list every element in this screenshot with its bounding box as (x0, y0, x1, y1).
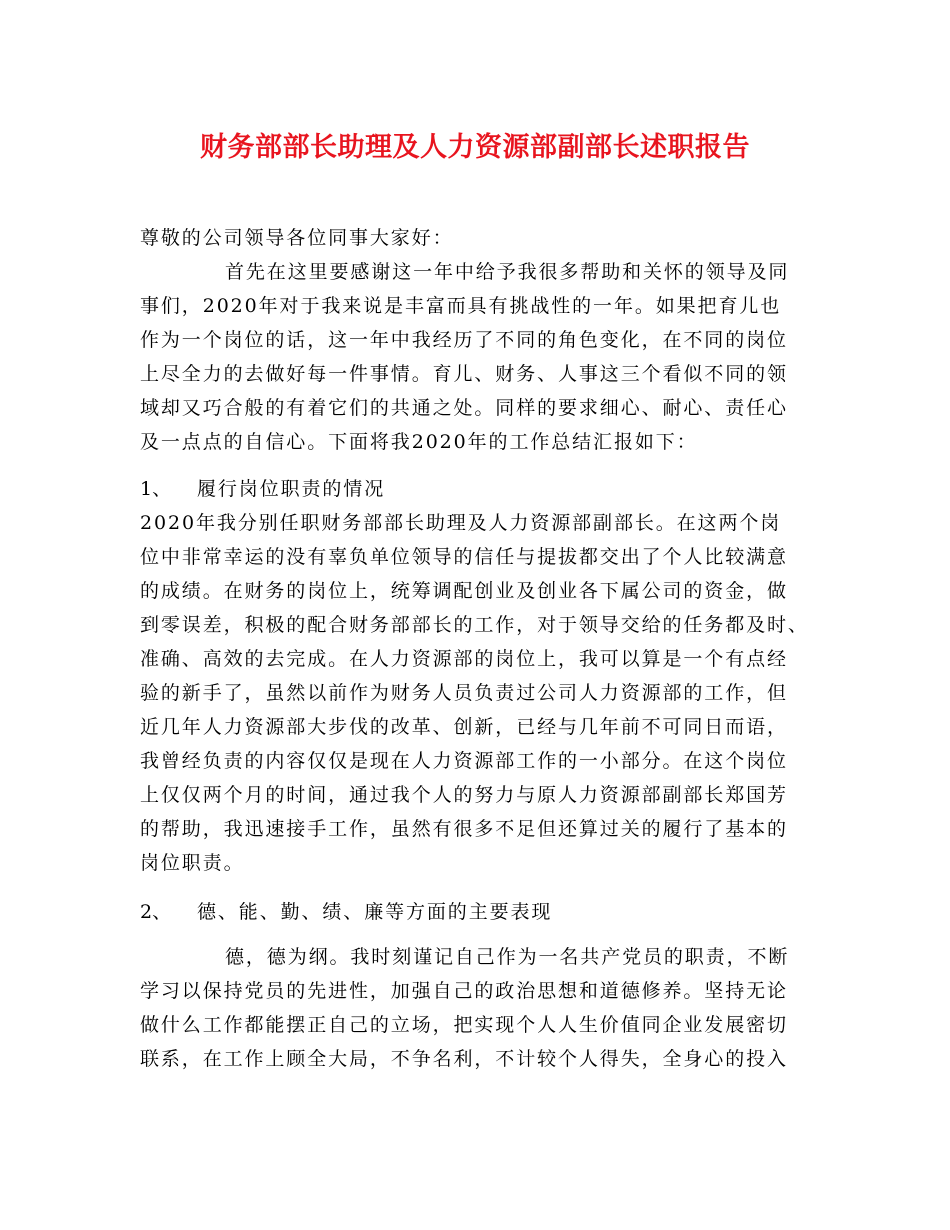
paragraph-2-line-8: 我曾经负责的内容仅仅是现在人力资源部工作的一小部分。在这个岗位 (140, 750, 788, 772)
greeting-line: 尊敬的公司领导各位同事大家好： (140, 227, 454, 249)
paragraph-3-line-4: 联系，在工作上顾全大局，不争名利，不计较个人得失，全身心的投入 (140, 1048, 788, 1070)
paragraph-3-line-3: 做什么工作都能摆正自己的立场，把实现个人人生价值同企业发展密切 (140, 1014, 788, 1036)
section-number-2: 2、 (140, 901, 172, 923)
paragraph-1-line-6: 及一点点的自信心。下面将我2020年的工作总结汇报如下： (140, 431, 698, 453)
paragraph-2-line-2: 位中非常幸运的没有辜负单位领导的信任与提拔都交出了个人比较满意 (140, 546, 788, 568)
paragraph-3-line-2: 学习以保持党员的先进性，加强自己的政治思想和道德修养。坚持无论 (140, 980, 788, 1002)
paragraph-1-line-2: 事们，2020年对于我来说是丰富而具有挑战性的一年。如果把育儿也 (140, 295, 782, 317)
paragraph-2-line-5: 准确、高效的去完成。在人力资源部的岗位上，我可以算是一个有点经 (140, 648, 788, 670)
paragraph-2-line-3: 的成绩。在财务的岗位上，统筹调配创业及创业各下属公司的资金，做 (140, 580, 788, 602)
paragraph-2-line-1: 2020年我分别任职财务部部长助理及人力资源部副部长。在这两个岗 (140, 512, 782, 534)
paragraph-2-line-9: 上仅仅两个月的时间，通过我个人的努力与原人力资源部副部长郑国芳 (140, 784, 788, 806)
paragraph-2-line-6: 验的新手了，虽然以前作为财务人员负责过公司人力资源部的工作，但 (140, 682, 788, 704)
paragraph-2-line-4: 到零误差，积极的配合财务部部长的工作，对于领导交给的任务都及时、 (140, 614, 809, 636)
paragraph-2-line-7: 近几年人力资源部大步伐的改革、创新，已经与几年前不可同日而语， (140, 716, 788, 738)
document-title: 财务部部长助理及人力资源部副部长述职报告 (200, 132, 750, 163)
paragraph-2-line-10: 的帮助，我迅速接手工作，虽然有很多不足但还算过关的履行了基本的 (140, 818, 788, 840)
paragraph-2-line-11: 岗位职责。 (140, 852, 245, 874)
paragraph-1-line-3: 作为一个岗位的话，这一年中我经历了不同的角色变化，在不同的岗位 (140, 329, 788, 351)
section-number-1: 1、 (140, 478, 172, 500)
paragraph-1-line-4: 上尽全力的去做好每一件事情。育儿、财务、人事这三个看似不同的领 (140, 363, 788, 385)
paragraph-1-line-5: 域却又巧合般的有着它们的共通之处。同样的要求细心、耐心、责任心 (140, 397, 788, 419)
section-heading-2-text: 德、能、勤、绩、廉等方面的主要表现 (197, 901, 553, 923)
section-heading-2 (140, 895, 830, 929)
section-heading-1 (140, 472, 830, 506)
paragraph-1-line-1: 首先在这里要感谢这一年中给予我很多帮助和关怀的领导及同 (225, 261, 790, 283)
paragraph-3-line-1: 德，德为纲。我时刻谨记自己作为一名共产党员的职责，不断 (225, 946, 790, 968)
section-heading-1-text: 履行岗位职责的情况 (197, 478, 386, 500)
